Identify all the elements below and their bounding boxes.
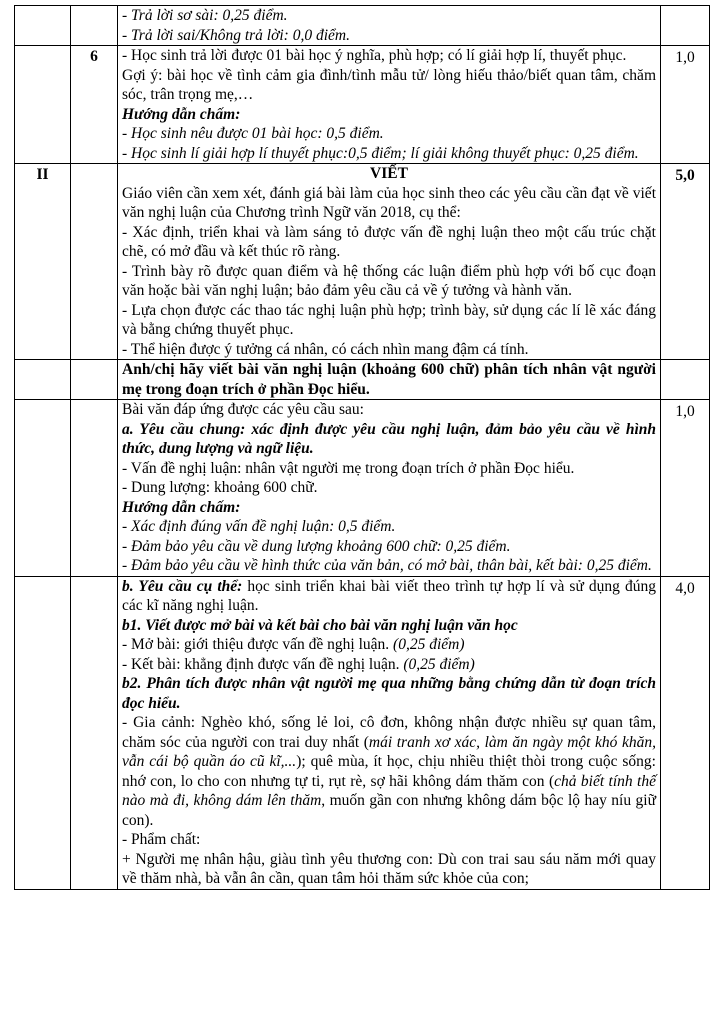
part-cell (15, 46, 71, 164)
content-cell (118, 164, 661, 360)
part-cell (15, 576, 71, 889)
content-line: - Xác định, triển khai và làm sáng tỏ được vấn đề nghị luận theo một cấu trúc chặt chẽ, có mở đầu và kết thúc rõ ràng. (122, 223, 656, 260)
content-line: a. Yêu cầu chung: xác định được yêu cầu nghị luận, đảm bảo yêu cầu về hình thức, dung lượng và ngữ liệu. (122, 420, 656, 457)
content-line: - Học sinh nêu được 01 bài học: 0,5 điểm. (122, 125, 384, 142)
part-cell (15, 400, 71, 577)
content-line: - Trả lời sơ sài: 0,25 điểm. (122, 7, 288, 24)
rubric-row (15, 6, 710, 46)
question-number-cell (71, 360, 118, 400)
question-number-cell (71, 6, 118, 46)
content-line: - Vấn đề nghị luận: nhân vật người mẹ trong đoạn trích ở phần Đọc hiểu. (122, 459, 575, 477)
question-number-cell: 6 (71, 46, 118, 164)
text-segment: mái tranh xơ xác, làm ăn ngày một khó khăn, vẫn cái bộ quần áo cũ kĩ,... (122, 733, 656, 770)
score-cell (661, 6, 710, 46)
text-segment: , muốn gần con nhưng không dám bộc lộ hay níu giữ con). (122, 792, 656, 829)
content-line: - Đảm bảo yêu cầu về dung lượng khoảng 600 chữ: 0,25 điểm. (122, 537, 511, 555)
content-cell (118, 360, 661, 400)
text-segment: - Mở bài: giới thiệu được vấn đề nghị luận. (122, 636, 394, 653)
content-line: Bài văn đáp ứng được các yêu cầu sau: (122, 401, 364, 418)
content-line: - Dung lượng: khoảng 600 chữ. (122, 479, 318, 496)
text-segment: - Kết bài: khẳng định được vấn đề nghị luận. (122, 655, 404, 673)
content-cell (118, 400, 661, 577)
rubric-row (15, 576, 710, 889)
content-line: - Trình bày rõ được quan điểm và hệ thống các luận điểm phù hợp với bố cục đoạn văn hoặc bài văn nghị luận; bảo đảm yêu cầu cả về ý tưởng và hành văn. (122, 262, 656, 299)
part-cell (15, 360, 71, 400)
content-line: b2. Phân tích được nhân vật người mẹ qua những bằng chứng dẫn từ đoạn trích đọc hiểu. (122, 675, 656, 712)
rubric-row (15, 46, 710, 164)
part-cell: II (15, 164, 71, 360)
content-line: VIẾT (370, 165, 408, 182)
answer-key-page (14, 5, 710, 890)
content-cell (118, 46, 661, 164)
rubric-body (15, 6, 710, 890)
score-cell: 5,0 (661, 164, 710, 360)
content-line: Anh/chị hãy viết bài văn nghị luận (khoảng 600 chữ) phân tích nhân vật người mẹ trong đoạn trích ở phần Đọc hiểu. (122, 361, 656, 398)
score-cell: 1,0 (661, 400, 710, 577)
text-segment: (0,25 điểm) (393, 636, 465, 653)
content-line (122, 655, 656, 675)
question-number-cell (71, 576, 118, 889)
content-line: Giáo viên cần xem xét, đánh giá bài làm của học sinh theo các yêu cầu cần đạt về viết văn nghị luận của Chương trình Ngữ văn 2018, cụ thể: (122, 184, 656, 221)
rubric-row (15, 164, 710, 360)
content-line (122, 577, 656, 616)
score-cell (661, 360, 710, 400)
question-number-cell (71, 400, 118, 577)
text-segment: - Gia cảnh: Nghèo khó, sống lẻ loi, cô đơn, không nhận được nhiều sự quan tâm, chăm sóc của người con trai duy nhất ( (122, 714, 656, 751)
content-line: - Học sinh trả lời được 01 bài học ý nghĩa, phù hợp; có lí giải hợp lí, thuyết phục. (122, 47, 627, 64)
text-segment: b. Yêu cầu cụ thể: (122, 577, 243, 595)
grading-rubric-table (14, 5, 710, 890)
content-line (122, 713, 656, 830)
question-number-cell (71, 164, 118, 360)
rubric-row (15, 400, 710, 577)
content-line: - Đảm bảo yêu cầu về hình thức của văn bản, có mở bài, thân bài, kết bài: 0,25 điểm. (122, 557, 652, 574)
content-line: - Lựa chọn được các thao tác nghị luận phù hợp; trình bày, sử dụng các lí lẽ xác đáng và bằng chứng thuyết phục. (122, 301, 656, 338)
content-cell (118, 6, 661, 46)
content-line: Gợi ý: bài học về tình cảm gia đình/tình mẫu tử/ lòng hiếu thảo/biết quan tâm, chăm sóc, trân trọng mẹ,… (122, 66, 656, 103)
content-line: - Thể hiện được ý tưởng cá nhân, có cách nhìn mang đậm cá tính. (122, 340, 529, 358)
content-cell (118, 576, 661, 889)
content-line: Hướng dẫn chấm: (122, 498, 241, 516)
score-cell: 4,0 (661, 576, 710, 889)
content-line (122, 635, 656, 655)
content-line: b1. Viết được mở bài và kết bài cho bài văn nghị luận văn học (122, 616, 518, 634)
content-line: - Xác định đúng vấn đề nghị luận: 0,5 điểm. (122, 518, 396, 535)
part-cell (15, 6, 71, 46)
text-segment: học sinh triển khai bài viết theo trình tự hợp lí và sử dụng đúng các kĩ năng nghị luận. (122, 577, 657, 614)
content-line: - Trả lời sai/Không trả lời: 0,0 điểm. (122, 26, 350, 44)
content-line: Hướng dẫn chấm: (122, 105, 241, 123)
score-cell: 1,0 (661, 46, 710, 164)
content-line: - Học sinh lí giải hợp lí thuyết phục:0,5 điểm; lí giải không thuyết phục: 0,25 điểm. (122, 144, 639, 162)
content-line: - Phẩm chất: (122, 831, 201, 848)
text-segment: chả biết tính thế nào mà đi, không dám lên thăm (122, 772, 656, 809)
text-segment: ); quê mùa, ít học, chịu nhiều thiệt thòi trong cuộc sống: nhớ con, lo cho con nhưng tự ti, rụt rè, sợ hãi không dám thăm con ( (122, 753, 656, 790)
rubric-row (15, 360, 710, 400)
content-line: + Người mẹ nhân hậu, giàu tình yêu thương con: Dù con trai sau sáu năm mới quay về thăm nhà, bà vẫn ân cần, quan tâm hỏi thăm sức khỏe của con; (122, 850, 656, 887)
text-segment: (0,25 điểm) (403, 655, 475, 673)
